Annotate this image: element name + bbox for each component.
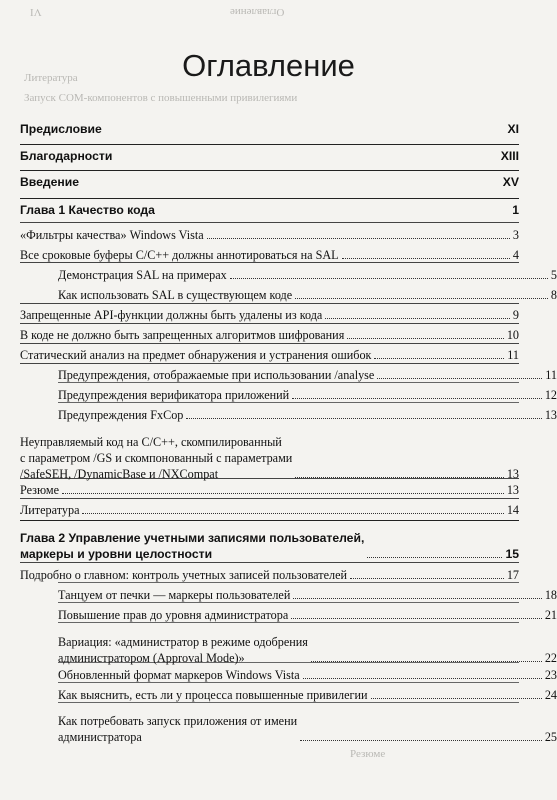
toc-page-number: 9: [512, 308, 519, 322]
toc-page-number: 21: [544, 608, 557, 622]
toc-page-number: 10: [506, 328, 519, 342]
toc-entry-label: Предисловие: [20, 122, 102, 136]
toc-entry-label: Запрещенные API-функции должны быть удалены из кода: [20, 308, 323, 322]
toc-entry[interactable]: [20, 327, 519, 343]
toc-entry-label: Предупреждения, отображаемые при использовании /analyse: [58, 368, 375, 382]
toc-page-number: XI: [507, 122, 519, 136]
toc-page-number: 13: [544, 408, 557, 422]
toc-leader-dots: [62, 493, 504, 494]
toc-entry[interactable]: [20, 687, 557, 703]
toc-leader-dots: [291, 618, 542, 619]
toc-page-number: 1: [512, 203, 519, 217]
toc-page-number: 14: [506, 503, 519, 517]
toc-leader-dots: [367, 557, 502, 558]
toc-page-number: 12: [544, 388, 557, 402]
toc-leader-dots: [295, 298, 548, 299]
divider: [20, 303, 519, 304]
toc-page-number: 18: [544, 588, 557, 602]
toc-leader-dots: [292, 398, 542, 399]
toc-page-number: 23: [544, 668, 557, 682]
toc-leader-dots: [295, 477, 503, 478]
toc-section-entry[interactable]: [20, 148, 519, 164]
toc-entry-label: Обновленный формат маркеров Windows Vista: [58, 668, 300, 682]
toc-leader-dots: [311, 661, 542, 662]
toc-leader-dots: [350, 578, 504, 579]
toc-entry-label: Литература: [20, 503, 80, 517]
divider: [20, 222, 519, 223]
toc-entry-label: Подробно о главном: контроль учетных записей пользователей: [20, 568, 348, 582]
toc-entry-label: Танцуем от печки — маркеры пользователей: [58, 588, 291, 602]
toc-entry-label: Вариация: «администратор в режиме одобрения администратором (Approval Mode)»: [58, 635, 308, 665]
toc-leader-dots: [300, 740, 542, 741]
toc-section-entry[interactable]: [20, 530, 519, 562]
toc-leader-dots: [325, 318, 510, 319]
divider: [20, 198, 519, 199]
toc-section-entry[interactable]: [20, 202, 519, 218]
toc-leader-dots: [342, 258, 510, 259]
toc-leader-dots: [82, 513, 503, 514]
toc-leader-dots: [293, 598, 541, 599]
toc-section-entry[interactable]: [20, 121, 519, 137]
divider: [20, 562, 519, 563]
page-title: Оглавление: [182, 48, 355, 83]
toc-page-number: 5: [550, 268, 557, 282]
bleed-page-number: VI: [30, 6, 42, 18]
toc-page-number: XIII: [500, 149, 519, 163]
toc-entry[interactable]: [20, 587, 557, 603]
toc-section-entry[interactable]: [20, 174, 519, 190]
toc-entry-label: Предупреждения FxCop: [58, 408, 184, 422]
toc-page-number: XV: [502, 175, 519, 189]
toc-page-number: 11: [545, 368, 557, 382]
toc-leader-dots: [230, 278, 548, 279]
toc-entry[interactable]: [20, 667, 557, 683]
divider: [20, 144, 519, 145]
toc-leader-dots: [371, 698, 542, 699]
toc-entry-label: Повышение прав до уровня администратора: [58, 608, 289, 622]
toc-entry[interactable]: [20, 482, 519, 498]
toc-entry[interactable]: [20, 307, 519, 323]
toc-entry-label: Как использовать SAL в существующем коде: [58, 288, 293, 302]
divider: [20, 343, 519, 344]
toc-page-number: 22: [544, 651, 557, 665]
toc-page-number: 13: [506, 467, 519, 481]
toc-leader-dots: [374, 358, 504, 359]
toc-page-number: 3: [512, 228, 519, 242]
toc-page-number: 4: [512, 248, 519, 262]
toc-entry[interactable]: [20, 267, 557, 283]
toc-entry-label: Демонстрация SAL на примерах: [58, 268, 227, 282]
bleed-line: Литература: [24, 72, 78, 84]
toc-entry[interactable]: [20, 567, 519, 583]
toc-entry-label: Глава 1 Качество кода: [20, 203, 155, 217]
toc-entry[interactable]: [20, 713, 557, 745]
toc-leader-dots: [303, 678, 542, 679]
toc-leader-dots: [186, 418, 541, 419]
toc-entry[interactable]: [20, 247, 519, 263]
toc-page-number: 13: [506, 483, 519, 497]
toc-leader-dots: [347, 338, 504, 339]
toc-page-number: 24: [544, 688, 557, 702]
toc-entry-label: Все сроковые буферы C/C++ должны аннотироваться на SAL: [20, 248, 339, 262]
toc-entry[interactable]: [20, 607, 557, 623]
toc-entry-label: Введение: [20, 175, 80, 189]
divider: [20, 498, 519, 499]
divider: [20, 363, 519, 364]
toc-entry-label: Глава 2 Управление учетными записями пользователей, маркеры и уровни целостности: [20, 531, 365, 561]
toc-entry[interactable]: [20, 287, 557, 303]
bleed-line: Резюме: [350, 748, 386, 760]
toc-entry[interactable]: [20, 434, 519, 482]
toc-entry-label: Статический анализ на предмет обнаружения и устранения ошибок: [20, 348, 372, 362]
divider: [20, 323, 519, 324]
bleed-header: Оглавление: [230, 6, 285, 18]
toc-entry-label: «Фильтры качества» Windows Vista: [20, 228, 204, 242]
toc-entry[interactable]: [20, 407, 557, 423]
toc-entry[interactable]: [20, 634, 557, 666]
toc-entry-label: Резюме: [20, 483, 60, 497]
toc-entry[interactable]: [20, 502, 519, 518]
toc-entry[interactable]: [20, 347, 519, 363]
toc-entry-label: Неуправляемый код на C/C++, скомпилированный с параметром /GS и скомпонованный с параметрами /SafeSEH, /DynamicBase и /NXCompat: [20, 435, 293, 481]
toc-leader-dots: [377, 378, 542, 379]
toc-page-number: 25: [544, 730, 557, 744]
toc-entry[interactable]: [20, 227, 519, 243]
toc-page-number: 17: [506, 568, 519, 582]
toc-entry-label: Как потребовать запуск приложения от имени администратора: [58, 714, 298, 744]
toc-entry-label: Как выяснить, есть ли у процесса повышенные привилегии: [58, 688, 368, 702]
toc-entry[interactable]: [20, 387, 557, 403]
toc-entry-label: Предупреждения верификатора приложений: [58, 388, 290, 402]
divider: [20, 170, 519, 171]
divider: [20, 520, 519, 521]
toc-leader-dots: [207, 238, 510, 239]
toc-page-number: 11: [507, 348, 519, 362]
bleed-line: Запуск COM-компонентов с повышенными привилегиями: [24, 92, 298, 104]
toc-entry[interactable]: [20, 367, 557, 383]
toc-entry-label: Благодарности: [20, 149, 113, 163]
toc-page-number: 8: [550, 288, 557, 302]
toc-page-number: 15: [505, 547, 519, 561]
toc-entry-label: В коде не должно быть запрещенных алгоритмов шифрования: [20, 328, 345, 342]
